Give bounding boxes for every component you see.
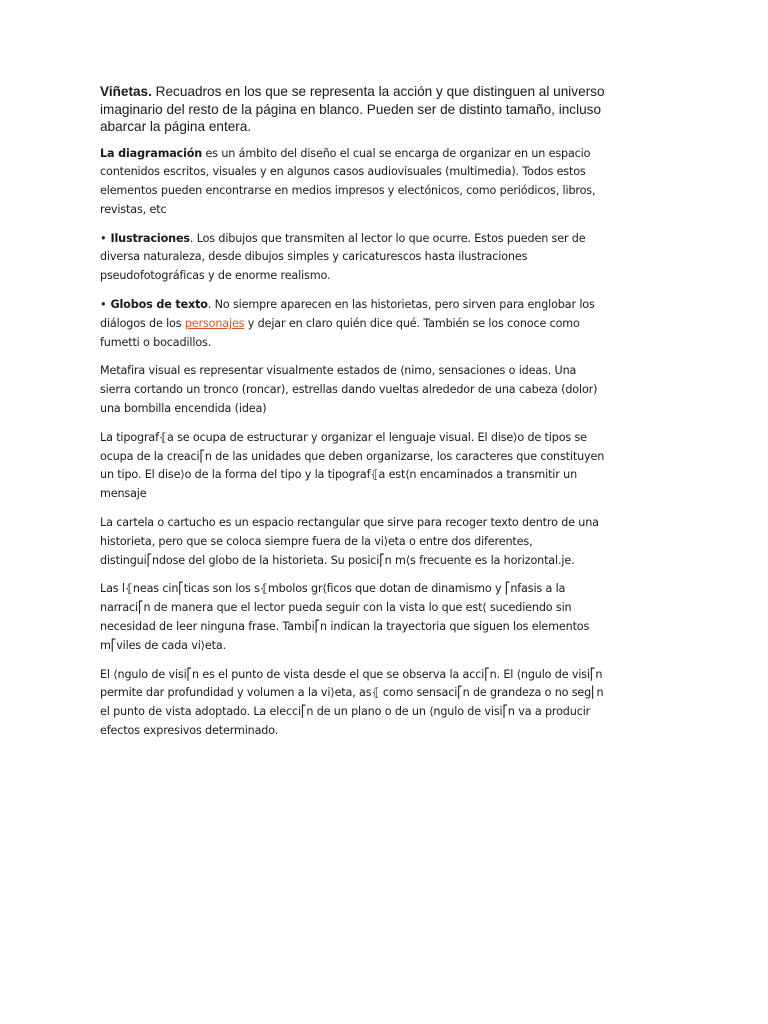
paragraph-ilustraciones (100, 230, 605, 286)
definition-diagramacion: es un ámbito del diseño el cual se encarga de organizar en un espacio contenidos escritos, visuales y en algunos casos audiovisuales (multimedia). Todos estos elementos pueden encontrarse en medios impresos y electónicos, como periódicos, libros, revistas, etc (100, 146, 596, 216)
definition-vinetas: Recuadros en los que se representa la acción y que distinguen al universo imaginario del resto de la página en blanco. Pueden ser de distinto tamaño, incluso abarcar la página entera. (100, 84, 605, 134)
term-diagramacion: La diagramación (100, 146, 203, 160)
paragraph-tipografia: La tipograf⦃a se ocupa de estructurar y organizar el lenguaje visual. El dise⟩o de tipos se ocupa de la creaci⎡n de las unidades que deben organizarse, los caracteres que constituyen un tipo. El dise⟩o de la forma del tipo y la tipograf⦃a est⟨n encaminados a transmitir un mensaje (100, 430, 605, 501)
bullet-icon: • (100, 231, 107, 245)
paragraph-vinetas (100, 83, 605, 136)
personajes-link[interactable]: personajes (184, 316, 245, 330)
paragraph-cartela: La cartela o cartucho es un espacio rectangular que sirve para recoger texto dentro de una historieta, pero que se coloca siempre fuera de la vi⟩eta o entre dos diferentes, distingui⎡ndose del globo de la historieta. Su posici⎡n m⟨s frecuente es la horizontal.je. (100, 516, 599, 567)
paragraph-angulo-vision: El ⟨ngulo de visi⎡n es el punto de vista desde el que se observa la acci⎡n. El ⟨ngulo de visi⎡n permite dar profundidad y volumen a la vi⟩eta, as⦃ como sensaci⎡n de grandeza o no seg⎢n el punto de vista adoptado. La elecci⎡n de un plano o de un ⟨ngulo de visi⎡n va a producir efectos expresivos determinado. (100, 667, 604, 738)
term-ilustraciones: Ilustraciones (110, 231, 190, 245)
paragraph-globos (100, 296, 605, 352)
definition-globos-start: . No siempre aparecen en las historietas, pero sirven para englobar los diálogos de los (100, 298, 595, 330)
paragraph-metafira: Metafira visual es representar visualmente estados de ⟨nimo, sensaciones o ideas. Una sierra cortando un tronco (roncar), estrellas dando vueltas alrededor de una cabeza (dolor) una bombilla encendida (idea) (100, 364, 598, 416)
term-globos: Globos de texto (110, 298, 208, 312)
document-body (100, 83, 605, 751)
term-vinetas: Viñetas. (100, 84, 152, 99)
definition-ilustraciones: . Los dibujos que transmiten al lector lo que ocurre. Estos pueden ser de diversa naturaleza, desde dibujos simples y caricaturescos hasta ilustraciones pseudofotográficas y de enorme realismo. (100, 231, 586, 283)
paragraph-lineas-cineticas: Las l⦃neas cin⎡ticas son los s⦃mbolos gr⟨ficos que dotan de dinamismo y ⎡nfasis a la narraci⎡n de manera que el lector pueda seguir con la vista lo que est⟨ sucediendo sin necesidad de leer ninguna frase. Tambi⎡n indican la trayectoria que siguen los elementos m⎡viles de cada vi⟩eta. (100, 582, 590, 652)
bullet-icon: • (100, 298, 107, 312)
paragraph-diagramacion (100, 145, 605, 220)
definition-globos-end: y dejar en claro quién dice qué. También se los conoce como fumetti o bocadillos. (100, 316, 580, 349)
